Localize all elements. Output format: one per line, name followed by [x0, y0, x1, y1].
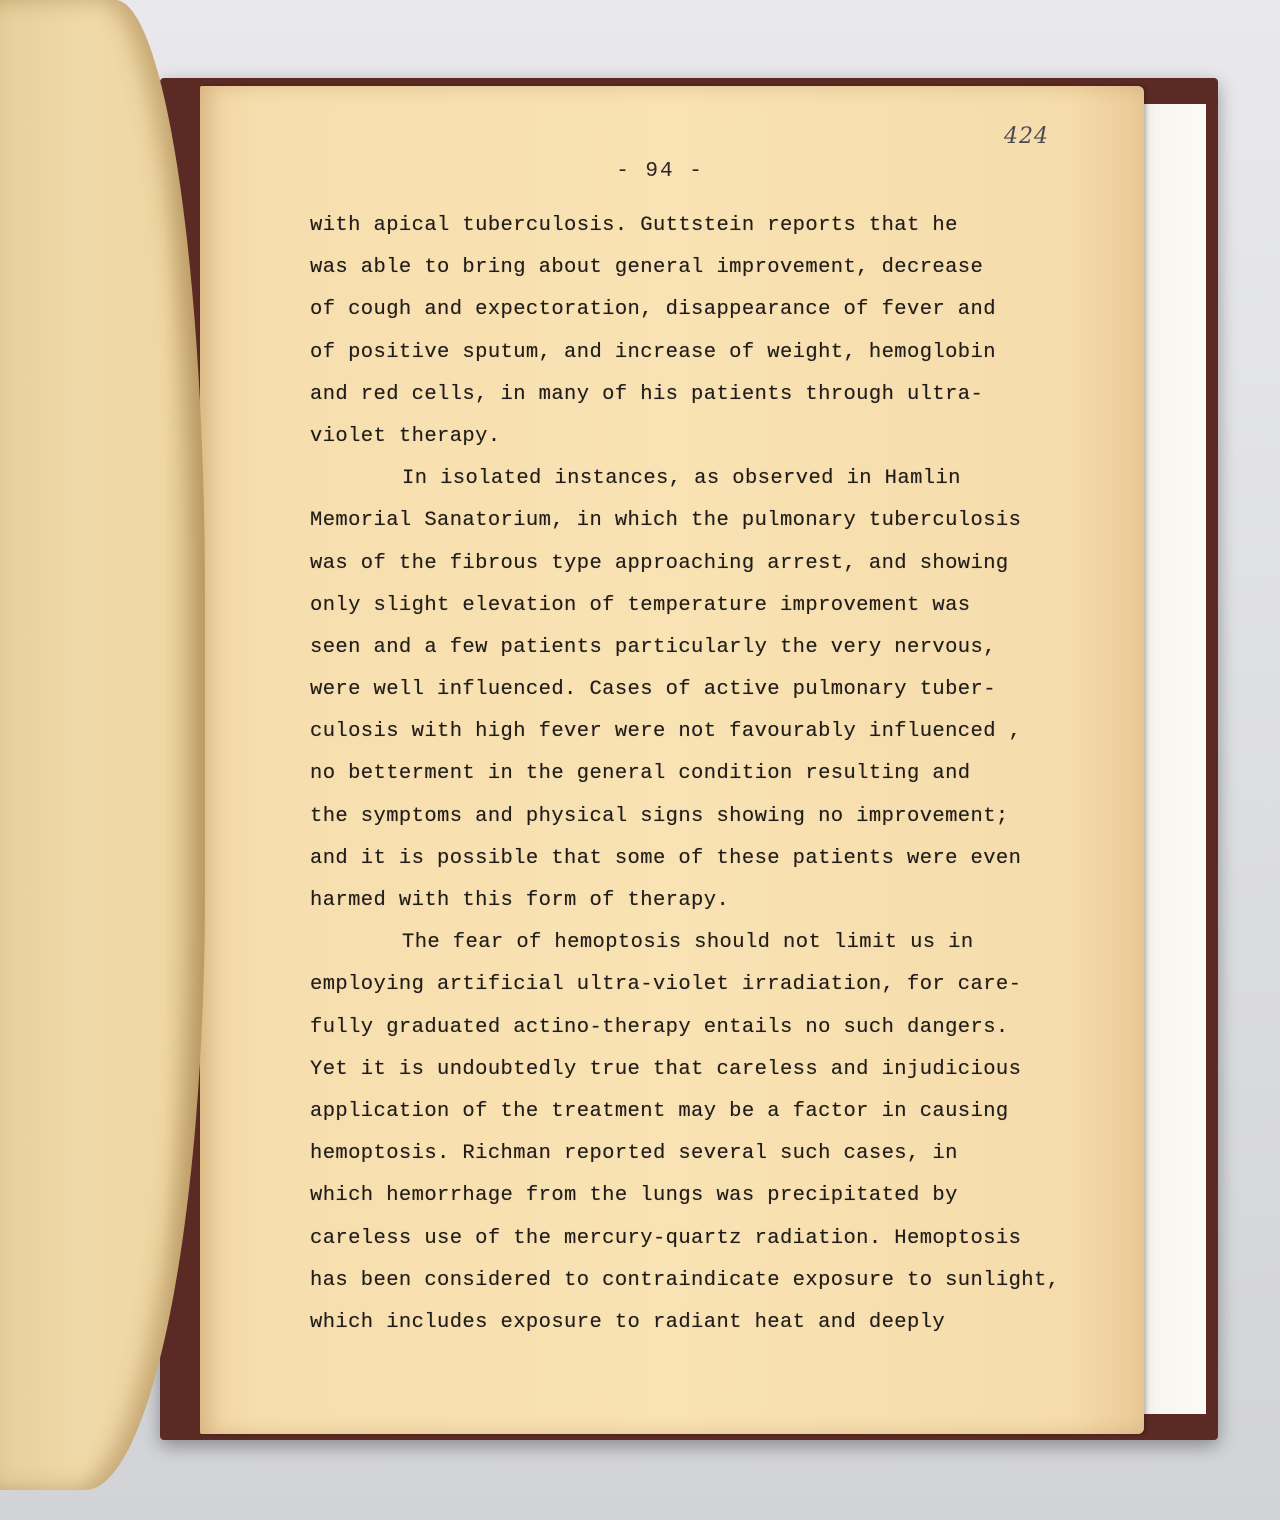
- body-text: [310, 205, 1060, 1344]
- text-line: violet therapy.: [310, 424, 501, 448]
- paragraph-2: [310, 458, 1030, 922]
- text-line: of cough and expectoration, disappearance of fever and: [310, 298, 996, 322]
- text-line: was able to bring about general improvement, decrease: [310, 256, 984, 280]
- text-line: hemoptosis. Richman reported several such cases, in: [310, 1142, 958, 1166]
- text-line: careless use of the mercury-quartz radiation. Hemoptosis: [310, 1226, 1022, 1250]
- text-line: of positive sputum, and increase of weight, hemoglobin: [310, 340, 996, 364]
- text-line: no betterment in the general condition resulting and: [310, 762, 971, 786]
- text-line: and red cells, in many of his patients through ultra-: [310, 382, 984, 406]
- text-line: The fear of hemoptosis should not limit us in: [402, 931, 974, 955]
- text-line: employing artificial ultra-violet irradiation, for care-: [310, 973, 1022, 997]
- folio-number: 424: [1004, 124, 1049, 149]
- text-line: and it is possible that some of these patients were even: [310, 846, 1022, 870]
- text-line: seen and a few patients particularly the very nervous,: [310, 635, 996, 659]
- text-line: the symptoms and physical signs showing no improvement;: [310, 804, 1009, 828]
- text-line: harmed with this form of therapy.: [310, 889, 730, 912]
- text-line: culosis with high fever were not favourably influenced ,: [310, 720, 1022, 744]
- paragraph-3: [310, 922, 1060, 1344]
- show-through-text: [0, 130, 190, 1430]
- text-line: only slight elevation of temperature improvement was: [310, 593, 971, 617]
- text-line: with apical tuberculosis. Guttstein reports that he: [310, 214, 958, 237]
- text-line: Memorial Sanatorium, in which the pulmonary tuberculosis: [310, 509, 1022, 533]
- text-line: has been considered to contraindicate exposure to sunlight,: [310, 1268, 1060, 1292]
- page-number: - 94 -: [616, 160, 704, 183]
- text-line: which hemorrhage from the lungs was precipitated by: [310, 1184, 958, 1208]
- facing-page-curl: [0, 0, 205, 1490]
- text-line: which includes exposure to radiant heat and deeply: [310, 1310, 946, 1334]
- text-line: Yet it is undoubtedly true that careless and injudicious: [310, 1057, 1022, 1081]
- text-line: was of the fibrous type approaching arrest, and showing: [310, 551, 1009, 575]
- text-line: In isolated instances, as observed in Hamlin: [402, 467, 961, 491]
- text-line: application of the treatment may be a factor in causing: [310, 1099, 1009, 1123]
- paragraph-1: [310, 205, 1030, 458]
- text-line: were well influenced. Cases of active pulmonary tuber-: [310, 678, 996, 702]
- text-line: fully graduated actino-therapy entails no such dangers.: [310, 1015, 1009, 1039]
